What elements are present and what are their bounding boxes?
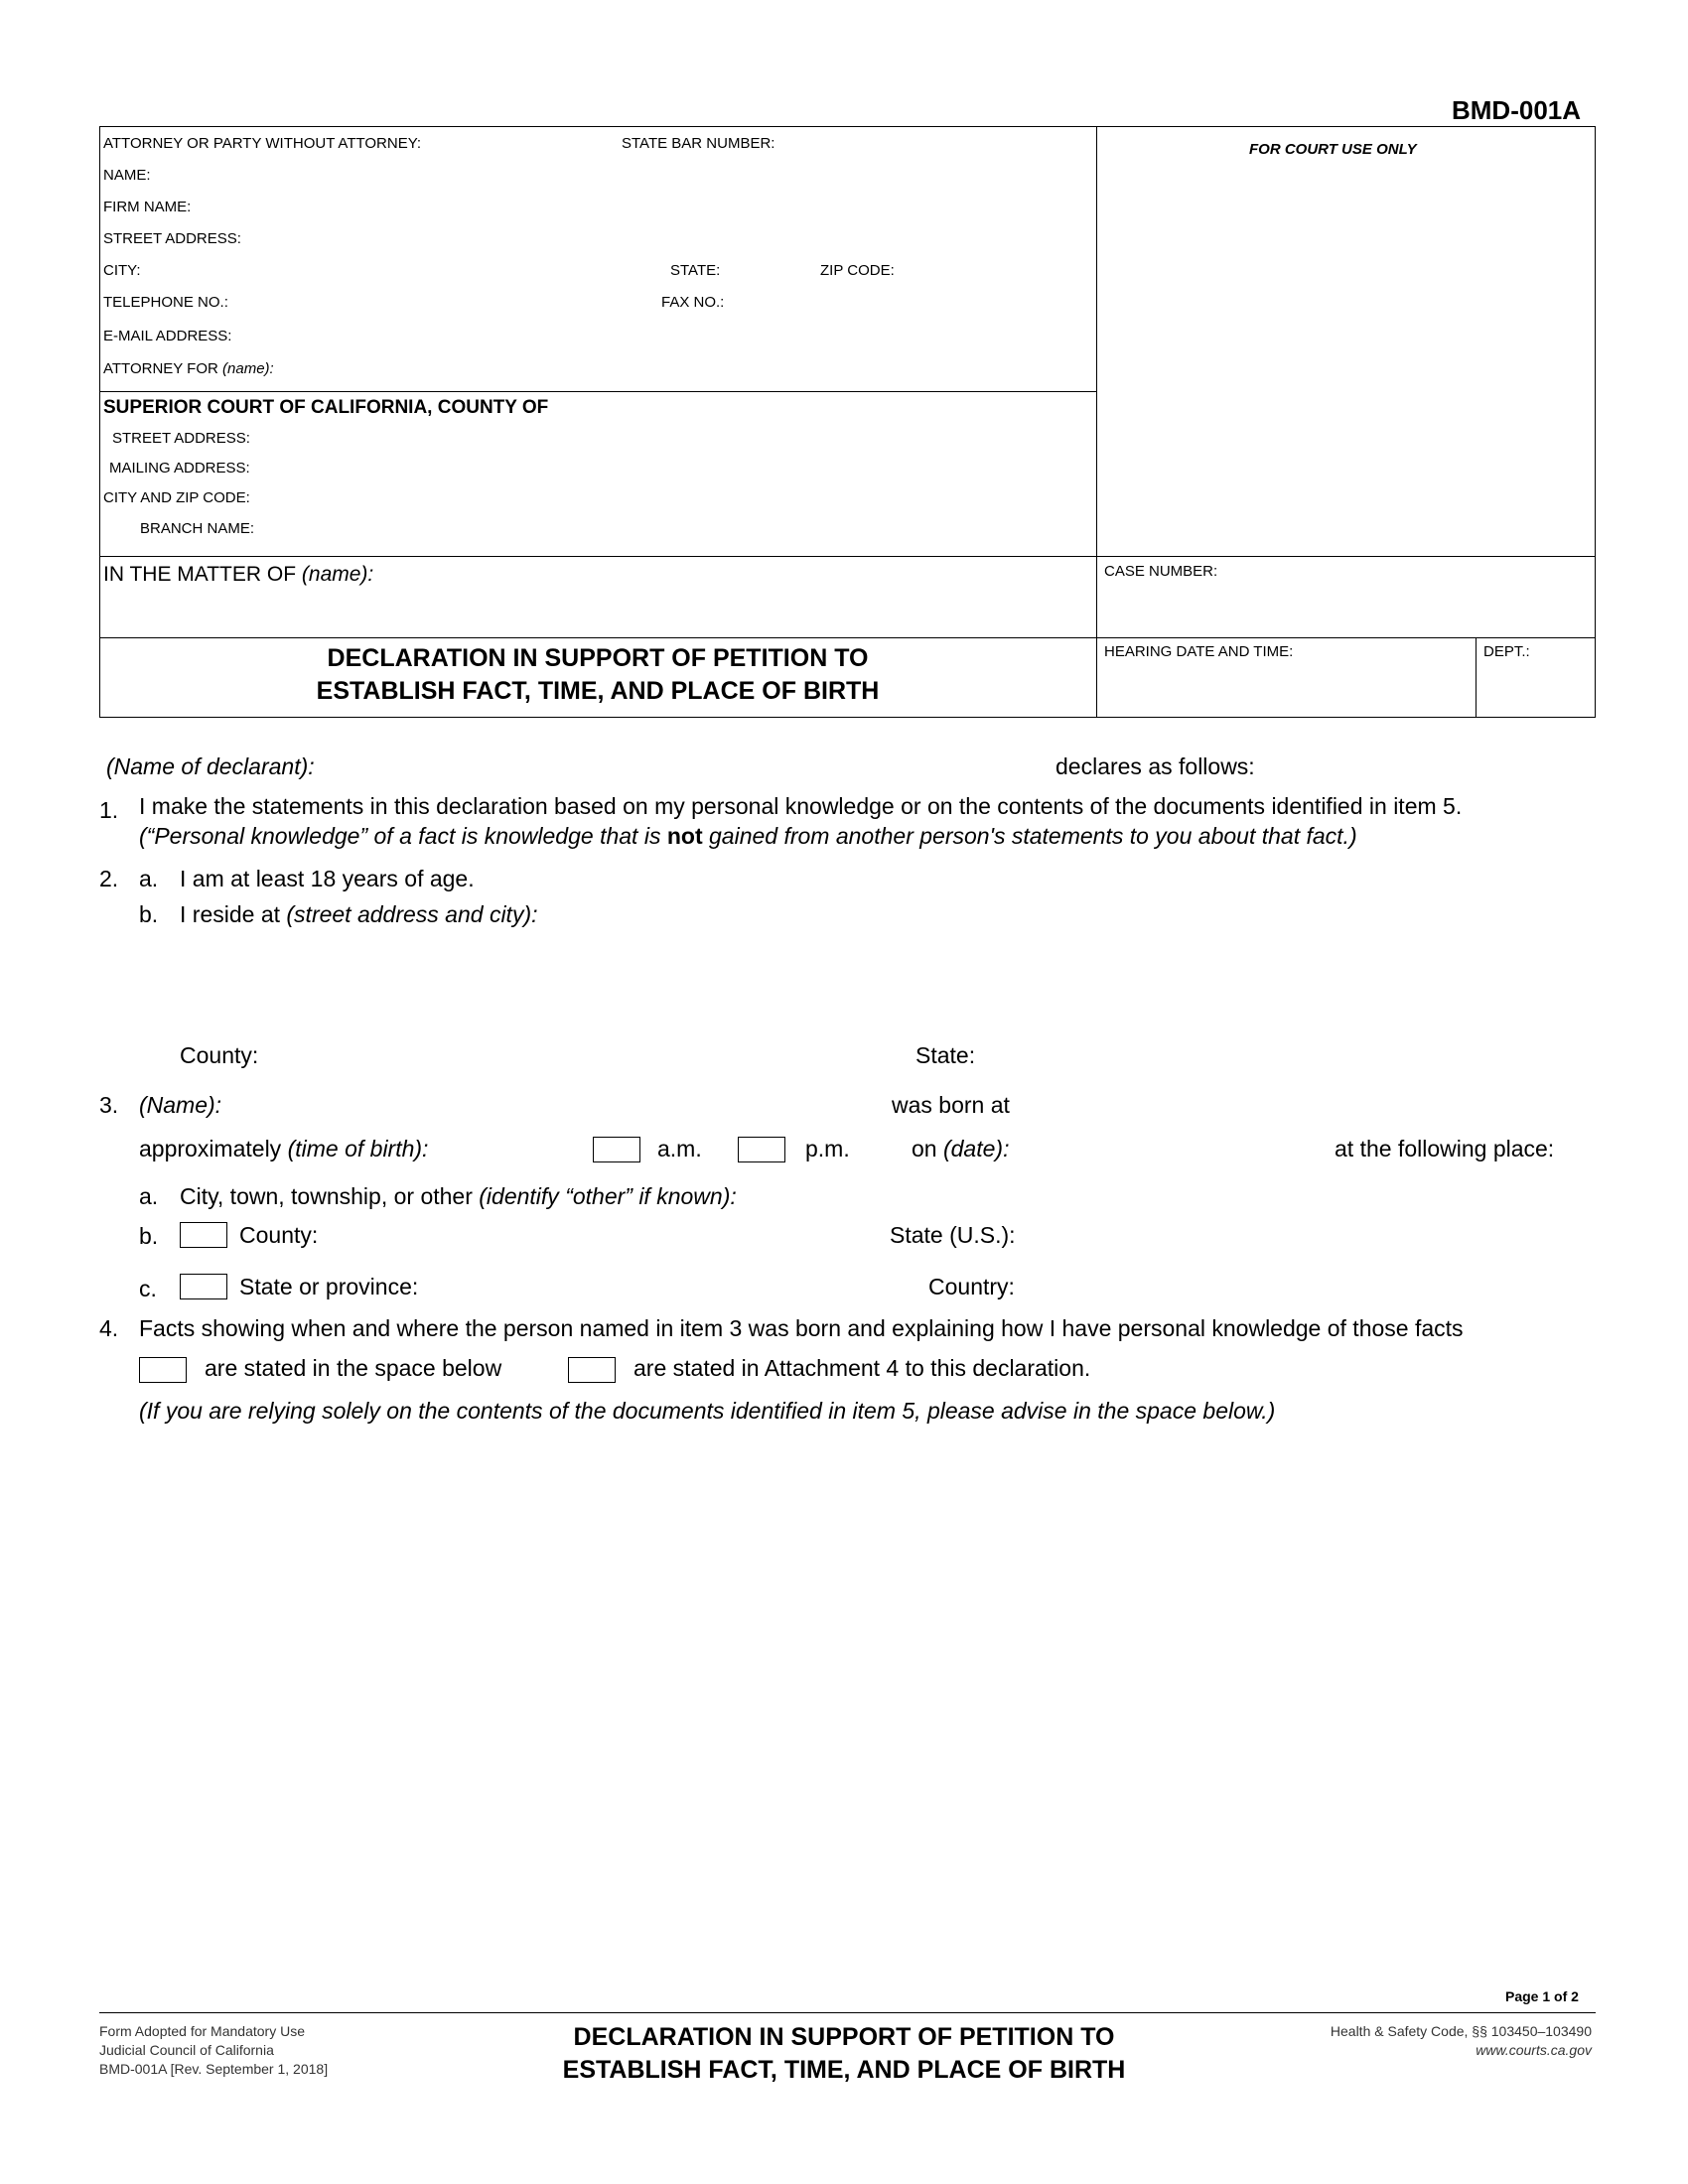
hearing-input[interactable] xyxy=(1104,667,1471,709)
form-id: BMD-001A xyxy=(1452,95,1582,125)
birth-county-input[interactable] xyxy=(333,1219,878,1251)
firm-label: FIRM NAME: xyxy=(103,199,192,215)
residence-state-input[interactable] xyxy=(988,1039,1578,1071)
zip-label: ZIP CODE: xyxy=(820,262,895,279)
declarant-input[interactable] xyxy=(338,751,1047,783)
item4-facts-input[interactable] xyxy=(139,1439,1583,1960)
fax-label: FAX NO.: xyxy=(661,294,725,311)
matter-label: IN THE MATTER OF (name): xyxy=(103,563,374,586)
item3b-state-label: State (U.S.): xyxy=(890,1222,1016,1248)
footer-title: DECLARATION IN SUPPORT OF PETITION TO ESTABLISH FACT, TIME, AND PLACE OF BIRTH xyxy=(562,2023,1126,2084)
pm-checkbox[interactable] xyxy=(738,1137,785,1162)
item2b-letter: b. xyxy=(139,901,159,927)
pm-label: p.m. xyxy=(805,1136,850,1161)
item1-text: I make the statements in this declaration based on my personal knowledge or on the contents of the documents identified in item 5. xyxy=(139,793,1463,819)
case-number-label: CASE NUMBER: xyxy=(1104,563,1218,580)
residence-address-input[interactable] xyxy=(180,933,1574,1026)
attorney-for-input[interactable] xyxy=(298,354,1086,382)
item4-number: 4. xyxy=(99,1315,119,1341)
telephone-input[interactable] xyxy=(248,288,659,316)
am-checkbox[interactable] xyxy=(593,1137,640,1162)
court-use-label: FOR COURT USE ONLY xyxy=(1249,141,1417,158)
item4-text: Facts showing when and where the person named in item 3 was born and explaining how I have personal knowledge of those facts xyxy=(139,1315,1464,1341)
approx-label: approximately (time of birth): xyxy=(139,1136,429,1161)
email-label: E-MAIL ADDRESS: xyxy=(103,328,232,344)
item3b-letter: b. xyxy=(139,1223,159,1249)
state-residence-label: State: xyxy=(915,1042,976,1068)
item3c-country-label: Country: xyxy=(928,1274,1015,1299)
birth-state-input[interactable] xyxy=(1033,1219,1583,1251)
page-number: Page 1 of 2 xyxy=(1505,1988,1579,2004)
item3c-letter: c. xyxy=(139,1276,157,1301)
birth-city-input[interactable] xyxy=(794,1180,1583,1212)
item3a-letter: a. xyxy=(139,1183,159,1209)
province-checkbox[interactable] xyxy=(180,1274,227,1299)
matter-name-input[interactable] xyxy=(397,561,1086,591)
street-label: STREET ADDRESS: xyxy=(103,230,241,247)
fax-input[interactable] xyxy=(739,288,1085,316)
bar-number-label: STATE BAR NUMBER: xyxy=(622,135,775,152)
item4-option2: are stated in Attachment 4 to this declaration. xyxy=(633,1355,1091,1381)
dept-label: DEPT.: xyxy=(1483,643,1530,660)
dept-input[interactable] xyxy=(1483,667,1592,709)
item1-note: (“Personal knowledge” of a fact is knowledge that is not gained from another person's statements to you about that fact.) xyxy=(139,823,1357,849)
court-street-label: STREET ADDRESS: xyxy=(112,430,250,447)
court-branch-label: BRANCH NAME: xyxy=(140,520,255,537)
court-use-box xyxy=(1096,126,1596,557)
item4-option1: are stated in the space below xyxy=(205,1355,502,1381)
item3-name-label: (Name): xyxy=(139,1092,222,1118)
following-place-label: at the following place: xyxy=(1335,1136,1555,1161)
state-input[interactable] xyxy=(735,256,818,284)
court-title: SUPERIOR COURT OF CALIFORNIA, COUNTY OF xyxy=(103,397,549,418)
item2a-letter: a. xyxy=(139,866,159,891)
bar-number-input[interactable] xyxy=(814,129,1096,157)
footer-code: Health & Safety Code, §§ 103450–103490 www.courts.ca.gov xyxy=(1330,2023,1592,2058)
attachment4-checkbox[interactable] xyxy=(568,1357,616,1383)
county-checkbox[interactable] xyxy=(180,1222,227,1248)
declarant-label: (Name of declarant): xyxy=(106,753,315,779)
item4-note: (If you are relying solely on the contents of the documents identified in item 5, please advise in the space below.) xyxy=(139,1398,1276,1424)
item3b-county-label: County: xyxy=(239,1222,319,1248)
birth-province-input[interactable] xyxy=(442,1271,913,1302)
firm-input[interactable] xyxy=(207,193,1084,220)
case-number-input[interactable] xyxy=(1104,586,1585,627)
date-label: on (date): xyxy=(912,1136,1010,1161)
item2-number: 2. xyxy=(99,866,119,891)
court-mailing-label: MAILING ADDRESS: xyxy=(109,460,250,477)
birth-country-input[interactable] xyxy=(1033,1271,1583,1302)
city-input[interactable] xyxy=(149,256,664,284)
courts-website-link[interactable]: www.courts.ca.gov xyxy=(1476,2042,1592,2058)
city-label: CITY: xyxy=(103,262,141,279)
item2b-text: I reside at (street address and city): xyxy=(180,901,538,927)
residence-county-input[interactable] xyxy=(273,1039,903,1071)
telephone-label: TELEPHONE NO.: xyxy=(103,294,228,311)
zip-input[interactable] xyxy=(906,256,1088,284)
county-of-input[interactable] xyxy=(631,394,1086,424)
attorney-label: ATTORNEY OR PARTY WITHOUT ATTORNEY: xyxy=(103,135,422,152)
space-below-checkbox[interactable] xyxy=(139,1357,187,1383)
am-label: a.m. xyxy=(657,1136,702,1161)
item3c-province-label: State or province: xyxy=(239,1274,419,1299)
form-title: DECLARATION IN SUPPORT OF PETITION TO ESTABLISH FACT, TIME, AND PLACE OF BIRTH xyxy=(316,644,880,705)
item3a-text: City, town, township, or other (identify “other” if known): xyxy=(180,1183,737,1209)
item1-number: 1. xyxy=(99,797,119,823)
court-cityzip-label: CITY AND ZIP CODE: xyxy=(103,489,250,506)
name-label: NAME: xyxy=(103,167,151,184)
item2a-text: I am at least 18 years of age. xyxy=(180,866,475,891)
date-of-birth-input[interactable] xyxy=(1023,1133,1325,1164)
time-of-birth-input[interactable] xyxy=(459,1133,592,1164)
footer-rule xyxy=(99,2012,1596,2013)
declares-label: declares as follows: xyxy=(1055,753,1255,779)
hearing-label: HEARING DATE AND TIME: xyxy=(1104,643,1294,660)
street-input[interactable] xyxy=(263,224,1081,252)
born-at-input[interactable] xyxy=(1028,1089,1583,1121)
state-label: STATE: xyxy=(670,262,721,279)
name-input[interactable] xyxy=(159,161,1086,189)
footer-adopted: Form Adopted for Mandatory Use Judicial Council of California BMD-001A [Rev. September 1, 2018] xyxy=(99,2023,329,2077)
birth-name-input[interactable] xyxy=(230,1089,885,1121)
county-label: County: xyxy=(180,1042,259,1068)
attorney-for-label: ATTORNEY FOR (name): xyxy=(103,360,274,377)
email-input[interactable] xyxy=(252,322,1085,349)
born-label: was born at xyxy=(892,1092,1010,1118)
item3-number: 3. xyxy=(99,1092,119,1118)
